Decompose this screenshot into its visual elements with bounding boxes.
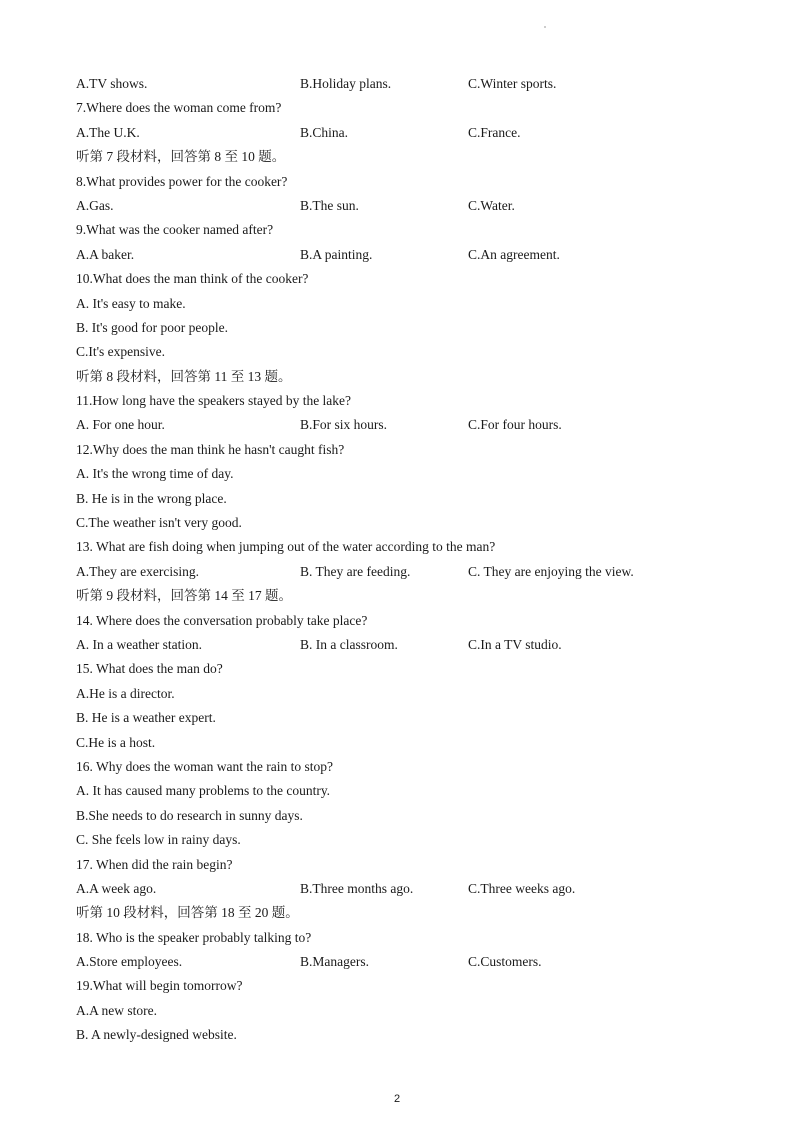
option-c: C.Water. [468,197,515,213]
option-c: C. They are enjoying the view. [468,563,634,579]
option-c: C.France. [468,124,521,140]
question-text: 14. Where does the conversation probably take place? [76,612,368,628]
question-text: 10.What does the man think of the cooker? [76,271,309,287]
option-a: A. In a weather station. [76,636,202,652]
option-b: B. In a classroom. [300,636,398,652]
question-list [76,74,756,1050]
option-a: A. For one hour. [76,417,165,433]
option-a: A.A week ago. [76,880,157,896]
option-b: B.Managers. [300,954,369,970]
option-line: B. He is a weather expert. [76,710,216,726]
option-b: B.Three months ago. [300,880,414,896]
option-row [76,123,756,147]
option-a: A.A baker. [76,246,135,262]
option-c: C.Customers. [468,954,542,970]
option-b: B.China. [300,124,349,140]
option-line: B.She needs to do research in sunny days. [76,807,303,823]
question-text: 19.What will begin tomorrow? [76,978,243,994]
option-row [76,952,756,976]
option-row [76,74,756,98]
option-row [76,415,756,439]
option-line: A. It's easy to make. [76,295,186,311]
question-text: 18. Who is the speaker probably talking to? [76,929,312,945]
question-text: 8.What provides power for the cooker? [76,173,288,189]
option-c: C.An agreement. [468,246,560,262]
section-instruction: 听第 8 段材料，回答第 11 至 13 题。 [76,368,292,384]
option-row [76,196,756,220]
option-line: A.He is a director. [76,685,175,701]
option-a: A.They are exercising. [76,563,199,579]
option-line: B. He is in the wrong place. [76,490,227,506]
question-text: 7.Where does the woman come from? [76,100,282,116]
option-line: A. It's the wrong time of day. [76,466,234,482]
option-line: A. It has caused many problems to the country. [76,783,331,799]
option-a: A.Store employees. [76,954,183,970]
option-c: C.Three weeks ago. [468,880,576,896]
option-line: B. It's good for poor people. [76,319,229,335]
question-text: 16. Why does the woman want the rain to stop? [76,758,333,774]
option-a: A.The U.K. [76,124,140,140]
option-b: B.Holiday plans. [300,76,392,91]
question-text: 11.How long have the speakers stayed by the lake? [76,393,352,409]
option-line: B. A newly-designed website. [76,1027,237,1043]
scan-mark [544,26,546,28]
option-line: C. She fєels low in rainy days. [76,832,241,848]
section-instruction: 听第 9 段材料，回答第 14 至 17 题。 [76,588,292,604]
question-text: 9.What was the cooker named after? [76,222,274,238]
section-instruction: 听第 7 段材料，回答第 8 至 10 题。 [76,149,286,165]
section-instruction: 听第 10 段材料，回答第 18 至 20 题。 [76,905,299,921]
option-b: B. They are feeding. [300,563,411,579]
option-c: C.Winter sports. [468,76,557,91]
question-text: 15. What does the man do? [76,661,223,677]
option-b: B.A painting. [300,246,373,262]
option-c: C.In a TV studio. [468,636,562,652]
page-number: 2 [393,1093,401,1105]
option-row [76,562,756,586]
option-c: C.For four hours. [468,417,562,433]
question-text: 12.Why does the man think he hasn't caught fish? [76,441,345,457]
option-line: A.A new store. [76,1002,157,1018]
option-a: A.TV shows. [76,76,148,91]
option-row [76,635,756,659]
option-line: C.It's expensive. [76,344,166,360]
option-row [76,245,756,269]
question-text: 13. What are fish doing when jumping out of the water according to the man? [76,539,496,555]
question-text: 17. When did the rain begin? [76,856,233,872]
option-row [76,879,756,903]
option-line: C.He is a host. [76,734,156,750]
option-b: B.The sun. [300,197,359,213]
option-a: A.Gas. [76,197,114,213]
option-b: B.For six hours. [300,417,388,433]
option-line: C.The weather isn't very good. [76,515,242,531]
